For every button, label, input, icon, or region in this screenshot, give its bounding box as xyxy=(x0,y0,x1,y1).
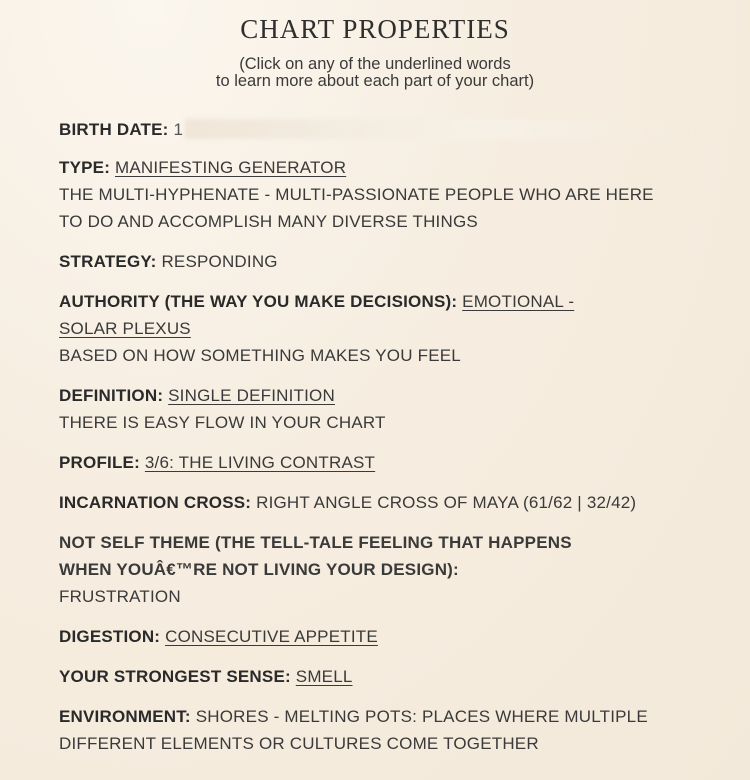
environment-section xyxy=(59,703,648,757)
not-self-theme-label-line-2: WHEN YOUÂ€™RE NOT LIVING YOUR DESIGN): xyxy=(59,560,459,579)
authority-link-line-2[interactable]: SOLAR PLEXUS xyxy=(59,319,191,338)
page-subtitle xyxy=(0,56,750,90)
authority-label: AUTHORITY (THE WAY YOU MAKE DECISIONS): xyxy=(59,292,458,311)
type-description-line-2: TO DO AND ACCOMPLISH MANY DIVERSE THINGS xyxy=(59,212,478,231)
type-description-line-1: THE MULTI-HYPHENATE - MULTI-PASSIONATE PEOPLE WHO ARE HERE xyxy=(59,185,654,204)
type-section xyxy=(59,154,654,235)
redacted-region xyxy=(185,119,695,139)
authority-section xyxy=(59,288,574,369)
birth-date-value: 1 xyxy=(173,120,184,139)
strategy-section xyxy=(59,248,278,275)
environment-value-line-1: SHORES - MELTING POTS: PLACES WHERE MULTIPLE xyxy=(195,707,648,726)
strongest-sense-section xyxy=(59,663,353,690)
digestion-label: DIGESTION: xyxy=(59,627,161,646)
digestion-link[interactable]: CONSECUTIVE APPETITE xyxy=(165,627,378,646)
strongest-sense-link[interactable]: SMELL xyxy=(295,667,353,686)
incarnation-cross-section xyxy=(59,489,636,516)
definition-description: THERE IS EASY FLOW IN YOUR CHART xyxy=(59,413,386,432)
profile-label: PROFILE: xyxy=(59,453,140,472)
authority-description: BASED ON HOW SOMETHING MAKES YOU FEEL xyxy=(59,346,461,365)
strongest-sense-label: YOUR STRONGEST SENSE: xyxy=(59,667,291,686)
birth-date-section xyxy=(59,116,695,143)
profile-section xyxy=(59,449,375,476)
type-link[interactable]: MANIFESTING GENERATOR xyxy=(115,158,347,177)
strategy-value: RESPONDING xyxy=(161,252,278,271)
environment-label: ENVIRONMENT: xyxy=(59,707,191,726)
definition-section xyxy=(59,382,386,436)
strategy-label: STRATEGY: xyxy=(59,252,157,271)
not-self-theme-section xyxy=(59,529,572,610)
definition-link[interactable]: SINGLE DEFINITION xyxy=(168,386,335,405)
subtitle-line-1: (Click on any of the underlined words xyxy=(239,55,511,73)
definition-label: DEFINITION: xyxy=(59,386,164,405)
type-label: TYPE: xyxy=(59,158,111,177)
subtitle-line-2: to learn more about each part of your chart) xyxy=(215,72,535,90)
authority-link-line-1[interactable]: EMOTIONAL - xyxy=(462,292,575,311)
birth-date-label: BIRTH DATE: xyxy=(59,120,169,139)
profile-link[interactable]: 3/6: THE LIVING CONTRAST xyxy=(144,453,376,472)
incarnation-cross-label: INCARNATION CROSS: xyxy=(59,493,252,512)
environment-value-line-2: DIFFERENT ELEMENTS OR CULTURES COME TOGETHER xyxy=(59,734,539,753)
not-self-theme-value: FRUSTRATION xyxy=(59,587,181,606)
incarnation-cross-value: RIGHT ANGLE CROSS OF MAYA (61/62 | 32/42) xyxy=(256,493,637,512)
digestion-section xyxy=(59,623,378,650)
not-self-theme-label-line-1: NOT SELF THEME (THE TELL-TALE FEELING THAT HAPPENS xyxy=(59,533,572,552)
page-title: CHART PROPERTIES xyxy=(240,14,510,44)
